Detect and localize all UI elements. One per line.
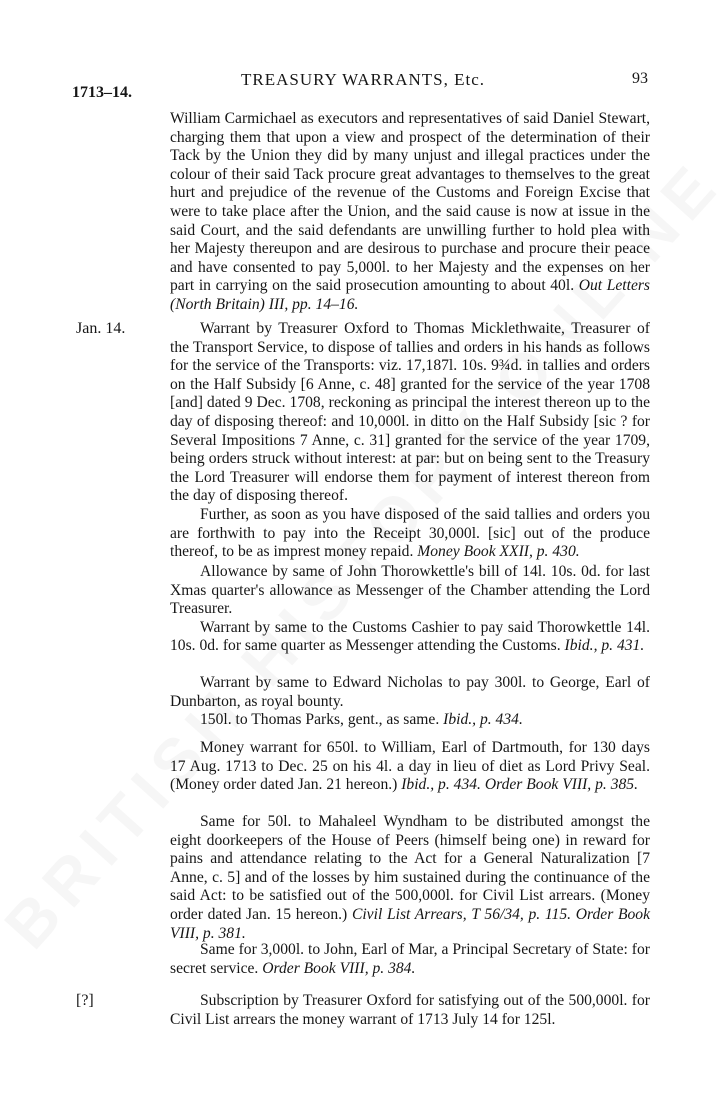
entry-text: Warrant by Treasurer Oxford to Thomas Micklethwaite, Treasurer of the Transport Service, to dispose of tallies and orders in his hands as follows for the service of the Transports: viz. 17,187l. 10s. 9¾d. in tallies and orders on the Half Subsidy [6 Anne, c. 48] granted for the service of the year 1708 [and] dated 9 Dec. 1708, reckoning as principal the interest thereon up to the day of disposing thereof: and 10,000l. in ditto on the Half Subsidy [sic ? for Several Impositions 7 Anne, c. 31] granted for the service of the year 1709, being orders struck without interest: at par: but on being sent to the Treasury the Lord Treasurer will endorse them for payment of interest thereon from the day of disposing thereof. <box>170 320 650 505</box>
page-number: 93 <box>632 70 648 87</box>
entry-reference: Money Book XXII, p. 430. <box>417 543 580 561</box>
entry-reference: Out Letters (North Britain) III, pp. 14–16. <box>170 277 651 313</box>
entry-text: William Carmichael as executors and representatives of said Daniel Stewart, charging them that upon a view and prospect of the determination of their Tack by the Union they did by many unjust and illegal practices under the colour of their said Tack procure great advantages to themselves to the great hurt and prejudice of the revenue of the Customs and Foreign Excise that were to take place after the Union, and the said cause is now at issue in the said Court, and the said defendants are unwilling further to hold plea with her Majesty thereupon and are desirous to purchase and procure their peace and have consented to pay 5,000l. to her Majesty and the expenses on her part in carrying on the said prosecution amounting to about 40l. <box>170 110 650 295</box>
entry-reference: Ibid., p. 434. Order Book VIII, p. 385. <box>401 776 638 794</box>
entry-text-2: Warrant by same to the Customs Cashier to pay said Thorowkettle 14l. 10s. 0d. for same quarter as Messenger attending the Customs. <box>170 618 650 655</box>
entry-dunbarton <box>170 674 650 730</box>
entry-text: Same for 50l. to Mahaleel Wyndham to be distributed amongst the eight doorkeepers of the House of Peers (himself being one) in reward for pains and attendance relating to the Act for a General Naturalization [7 Anne, c. 5] and of the losses by him sustained during the continuance of the said Act: to be satisfied out of the 500,000l. for Civil List arrears. (Money order dated Jan. 15 hereon.) <box>170 813 650 923</box>
entry-dartmouth <box>170 739 650 795</box>
entry-transport-warrant <box>170 320 650 562</box>
header-title: TREASURY WARRANTS, Etc. <box>240 70 486 89</box>
entry-reference: Ibid., p. 431. <box>564 637 645 655</box>
entry-text: Same for 3,000l. to John, Earl of Mar, a Principal Secretary of State: for secret service. <box>170 941 650 977</box>
entry-wyndham <box>170 813 650 943</box>
entry-text: Allowance by same of John Thorowkettle's bill of 14l. 10s. 0d. for last Xmas quarter's allowance as Messenger of the Chamber attending the Lord Treasurer. <box>170 563 650 618</box>
header-years: 1713–14. <box>72 84 132 101</box>
entry-text-2: Further, as soon as you have disposed of the said tallies and orders you are forthwith to pay into the Receipt 30,000l. [sic] out of the produce thereof, to be as imprest money repaid. <box>170 505 650 561</box>
entry-text: Subscription by Treasurer Oxford for satisfying out of the 500,000l. for Civil List arrears the money warrant of 1713 July 14 for 125l. <box>170 992 650 1028</box>
entry-subscription <box>170 992 650 1029</box>
entry-thorowkettle <box>170 563 650 656</box>
entry-continuation <box>170 110 650 315</box>
entry-reference: Civil List Arrears, T 56/34, p. 115. Order Book VIII, p. 381. <box>170 905 650 942</box>
entry-text-2: 150l. to Thomas Parks, gent., as same. <box>200 711 440 729</box>
margin-date: Jan. 14. <box>76 320 126 337</box>
margin-date-uncertain: [?] <box>76 992 94 1009</box>
entry-text: Warrant by same to Edward Nicholas to pay 300l. to George, Earl of Dunbarton, as royal bounty. <box>170 674 650 710</box>
entry-text: Money warrant for 650l. to William, Earl of Dartmouth, for 130 days 17 Aug. 1713 to Dec. 25 on his 4l. a day in lieu of diet as Lord Privy Seal. (Money order dated Jan. 21 hereon.) <box>170 739 650 794</box>
entry-reference: Ibid., p. 434. <box>443 711 523 729</box>
entry-mar <box>170 941 650 978</box>
entry-reference: Order Book VIII, p. 384. <box>262 959 416 977</box>
